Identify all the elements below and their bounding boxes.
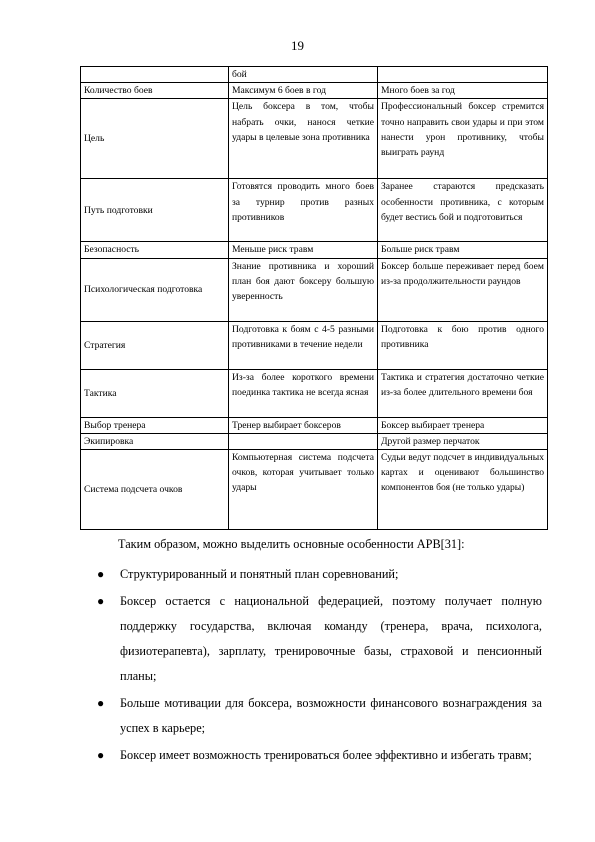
table-cell-amateur: Из-за более короткого времени поединка тактика не всегда ясная <box>229 369 378 417</box>
table-cell-professional: Подготовка к бою против одного противника <box>378 321 548 369</box>
page-number: 19 <box>291 38 304 53</box>
table-cell-amateur: Цель боксера в том, чтобы набрать очки, нанося четкие удары в целевые зона противника <box>229 99 378 179</box>
list-item <box>97 743 542 768</box>
list-item <box>97 589 542 689</box>
comparison-table <box>80 66 548 530</box>
table-cell-amateur: Тренер выбирает боксеров <box>229 417 378 433</box>
table-row <box>81 450 548 530</box>
table-cell-professional: Другой размер перчаток <box>378 433 548 449</box>
table-cell-professional: Больше риск травм <box>378 242 548 258</box>
table-cell-criterion: Безопасность <box>81 242 229 258</box>
table-cell-criterion <box>81 67 229 83</box>
bullet-icon: ● <box>97 748 105 762</box>
table-cell-professional: Заранее стараются предсказать особенности противника, с которым будет вестись бой и подготовиться <box>378 179 548 242</box>
table-row <box>81 369 548 417</box>
table-cell-amateur: Меньше риск травм <box>229 242 378 258</box>
table-cell-professional: Профессиональный боксер стремится точно направить свои удары и при этом нанести урон противнику, чтобы выиграть раунд <box>378 99 548 179</box>
list-item <box>97 691 542 741</box>
table-cell-criterion: Экипировка <box>81 433 229 449</box>
list-item-text: Боксер имеет возможность тренироваться более эффективно и избегать травм; <box>120 748 532 762</box>
table-cell-professional: Боксер больше переживает перед боем из-за продолжительности раундов <box>378 258 548 321</box>
table-row <box>81 99 548 179</box>
table-cell-professional <box>378 67 548 83</box>
table-cell-criterion: Психологическая подготовка <box>81 258 229 321</box>
list-item-text: Структурированный и понятный план соревнований; <box>120 567 399 581</box>
table-cell-criterion: Цель <box>81 99 229 179</box>
table-cell-amateur: Компьютерная система подсчета очков, которая учитывает только удары <box>229 450 378 530</box>
intro-paragraph: Таким образом, можно выделить основные особенности АРВ[31]: <box>118 537 465 551</box>
table-cell-amateur <box>229 433 378 449</box>
table-cell-professional: Боксер выбирает тренера <box>378 417 548 433</box>
table-cell-amateur: Максимум 6 боев в год <box>229 83 378 99</box>
table-cell-criterion: Количество боев <box>81 83 229 99</box>
list-item <box>97 562 542 587</box>
table-cell-criterion: Система подсчета очков <box>81 450 229 530</box>
table-row <box>81 83 548 99</box>
table-row <box>81 321 548 369</box>
table-cell-professional: Много боев за год <box>378 83 548 99</box>
table-cell-professional: Тактика и стратегия достаточно четкие из-за более длительного времени боя <box>378 369 548 417</box>
bullet-icon: ● <box>97 594 105 608</box>
table-row <box>81 67 548 83</box>
bullet-icon: ● <box>97 567 105 581</box>
table-cell-amateur: бой <box>229 67 378 83</box>
table-row <box>81 258 548 321</box>
table-row <box>81 179 548 242</box>
table-cell-amateur: Подготовка к боям с 4-5 разными противниками в течение недели <box>229 321 378 369</box>
table-cell-professional: Судьи ведут подсчет в индивидуальных картах и оценивают большинство компонентов боя (не только удары) <box>378 450 548 530</box>
list-item-text: Боксер остается с национальной федерацией, поэтому получает полную поддержку государства, включая команду (тренера, врача, психолога, физиотерапевта), зарплату, тренировочные базы, страховой и пенсионный планы; <box>120 594 542 683</box>
table-cell-criterion: Стратегия <box>81 321 229 369</box>
features-list <box>97 562 542 770</box>
table-cell-amateur: Знание противника и хороший план боя дают боксеру большую уверенность <box>229 258 378 321</box>
table-cell-criterion: Выбор тренера <box>81 417 229 433</box>
table-cell-criterion: Путь подготовки <box>81 179 229 242</box>
table-row <box>81 417 548 433</box>
table-row <box>81 242 548 258</box>
table-cell-amateur: Готовятся проводить много боев за турнир против разных противников <box>229 179 378 242</box>
table-row <box>81 433 548 449</box>
bullet-icon: ● <box>97 696 105 710</box>
table-cell-criterion: Тактика <box>81 369 229 417</box>
list-item-text: Больше мотивации для боксера, возможности финансового вознаграждения за успех в карьере; <box>120 696 542 735</box>
